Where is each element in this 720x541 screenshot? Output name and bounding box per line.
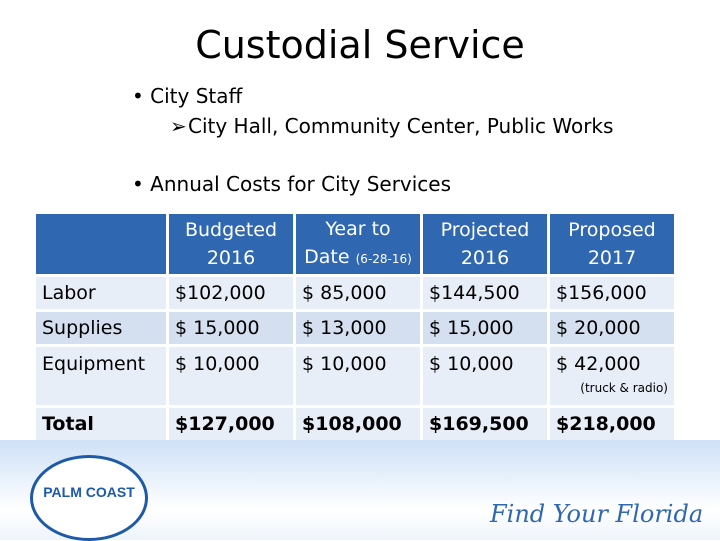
table-cell: $169,500 [423, 408, 547, 440]
table-cell: $127,000 [169, 408, 293, 440]
costs-table [33, 211, 677, 443]
bullet-annual-costs: • Annual Costs for City Services [132, 172, 452, 196]
header-year-to-date: Year to Date (6-28-16) [296, 214, 420, 274]
equipment-note: (truck & radio) [580, 381, 668, 395]
row-label: Total [36, 408, 166, 440]
table-cell: $ 10,000 [296, 347, 420, 405]
table-cell: $ 10,000 [423, 347, 547, 405]
table-cell: $102,000 [169, 277, 293, 309]
tagline-text: Find Your Florida [490, 500, 704, 528]
sub-bullet-locations: ➢City Hall, Community Center, Public Works [170, 114, 614, 138]
table-cell: $ 42,000 (truck & radio) [550, 347, 674, 405]
table-cell: $108,000 [296, 408, 420, 440]
table-row [36, 312, 674, 344]
header-blank-cell [36, 214, 166, 274]
table-total-row [36, 408, 674, 440]
table-row [36, 347, 674, 405]
table-cell: $ 20,000 [550, 312, 674, 344]
page-title: Custodial Service [195, 23, 525, 67]
header-budgeted-2016: Budgeted 2016 [169, 214, 293, 274]
table-cell: $ 10,000 [169, 347, 293, 405]
table-cell: $144,500 [423, 277, 547, 309]
table-header-row [36, 214, 674, 274]
table-row [36, 277, 674, 309]
row-label: Supplies [36, 312, 166, 344]
row-label: Equipment [36, 347, 166, 405]
table-cell: $ 15,000 [423, 312, 547, 344]
table-cell: $ 13,000 [296, 312, 420, 344]
header-projected-2016: Projected 2016 [423, 214, 547, 274]
city-seal-logo: PALM COAST [30, 455, 148, 541]
table-cell: $ 85,000 [296, 277, 420, 309]
table-cell: $ 15,000 [169, 312, 293, 344]
arrow-bullet-icon: ➢ [170, 114, 187, 138]
bullet-city-staff: • City Staff [132, 84, 243, 108]
table-cell: $218,000 [550, 408, 674, 440]
header-proposed-2017: Proposed 2017 [550, 214, 674, 274]
table-cell: $156,000 [550, 277, 674, 309]
row-label: Labor [36, 277, 166, 309]
